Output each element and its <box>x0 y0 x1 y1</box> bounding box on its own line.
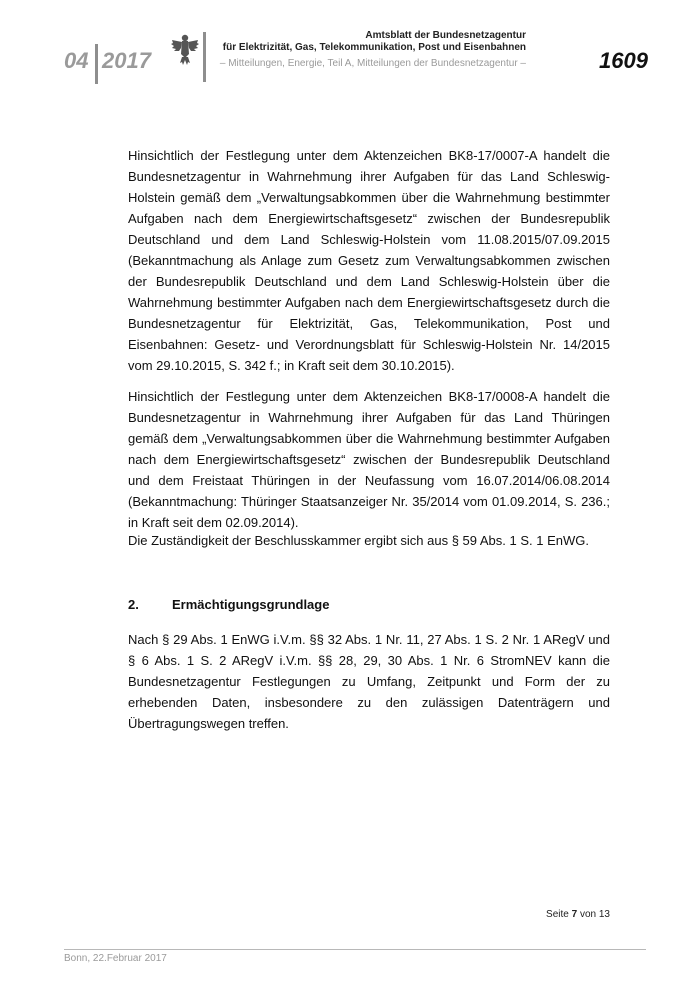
paragraph-zustaendigkeit: Die Zuständigkeit der Beschlusskammer ergibt sich aus § 59 Abs. 1 S. 1 EnWG. <box>128 533 589 548</box>
page-number: 1609 <box>599 48 648 73</box>
gazette-subtitle: für Elektrizität, Gas, Telekommunikation, Post und Eisenbahnen <box>222 42 526 53</box>
page-indicator-prefix: Seite <box>546 909 569 920</box>
footer-divider <box>64 949 646 950</box>
section-heading <box>128 597 329 612</box>
header-divider <box>203 32 206 82</box>
paragraph-schleswig-holstein: Hinsichtlich der Festlegung unter dem Aktenzeichen BK8-17/0007-A handelt die Bundesnetzagentur in Wahrnehmung ihrer Aufgaben für das Land Schleswig-Holstein gemäß dem „Verwaltungsabkommen über die Wahrnehmung bestimmter Aufgaben nach dem Energiewirtschaftsgesetz“ zwischen der Bundesrepublik Deutschland und dem Land Schleswig-Holstein vom 11.08.2015/07.09.2015 (Bekanntmachung als Anlage zum Gesetz zum Verwaltungsabkommen zwischen der Bundesrepublik Deutschland und dem Land Schleswig-Holstein über die Wahrnehmung bestimmter Aufgaben nach dem Energiewirtschaftsgesetz durch die Bundesnetzagentur für Elektrizität, Gas, Telekommunikation, Post und Eisenbahnen: Gesetz- und Verordnungsblatt für Schleswig-Holstein Nr. 14/2015 vom 29.10.2015, S. 342 f.; in Kraft seit dem 30.10.2015). <box>128 148 610 373</box>
paragraph-thueringen: Hinsichtlich der Festlegung unter dem Aktenzeichen BK8-17/0008-A handelt die Bundesnetzagentur in Wahrnehmung ihrer Aufgaben für das Land Thüringen gemäß dem „Verwaltungsabkommen über die Wahrnehmung bestimmter Aufgaben nach dem Energiewirtschaftsgesetz“ zwischen der Bundesrepublik Deutschland und dem Freistaat Thüringen in der Neufassung vom 16.07.2014/06.08.2014 (Bekanntmachung: Thüringer Staatsanzeiger Nr. 35/2014 vom 01.09.2014, S. 236.; in Kraft seit dem 02.09.2014). <box>128 389 610 530</box>
page-indicator-separator: von <box>579 909 597 920</box>
issue-number: 04 <box>64 48 89 73</box>
issue-year: 2017 <box>102 48 151 73</box>
page-indicator-total: 13 <box>598 909 610 920</box>
paragraph-ermaechtigung: Nach § 29 Abs. 1 EnWG i.V.m. §§ 32 Abs. 1 Nr. 11, 27 Abs. 1 S. 2 Nr. 1 ARegV und § 6 Abs. 1 S. 2 ARegV i.V.m. §§ 28, 29, 30 Abs. 1 Nr. 6 StromNEV kann die Bundesnetzagentur Festlegungen zu Umfang, Zeitpunkt und Form der zu erhebenden Daten, insbesondere zu den zulässigen Datenträgern und Übertragungswegen treffen. <box>128 632 610 731</box>
section-number: 2. <box>128 597 139 612</box>
page-indicator <box>546 909 610 920</box>
gazette-title: Amtsblatt der Bundesnetzagentur <box>365 30 526 41</box>
gazette-section: – Mitteilungen, Energie, Teil A, Mitteilungen der Bundesnetzagentur – <box>219 58 526 69</box>
page-indicator-current: 7 <box>571 909 578 920</box>
issue-divider <box>95 44 98 84</box>
section-title: Ermächtigungsgrundlage <box>172 597 330 612</box>
footer-date: Bonn, 22.Februar 2017 <box>64 953 167 964</box>
